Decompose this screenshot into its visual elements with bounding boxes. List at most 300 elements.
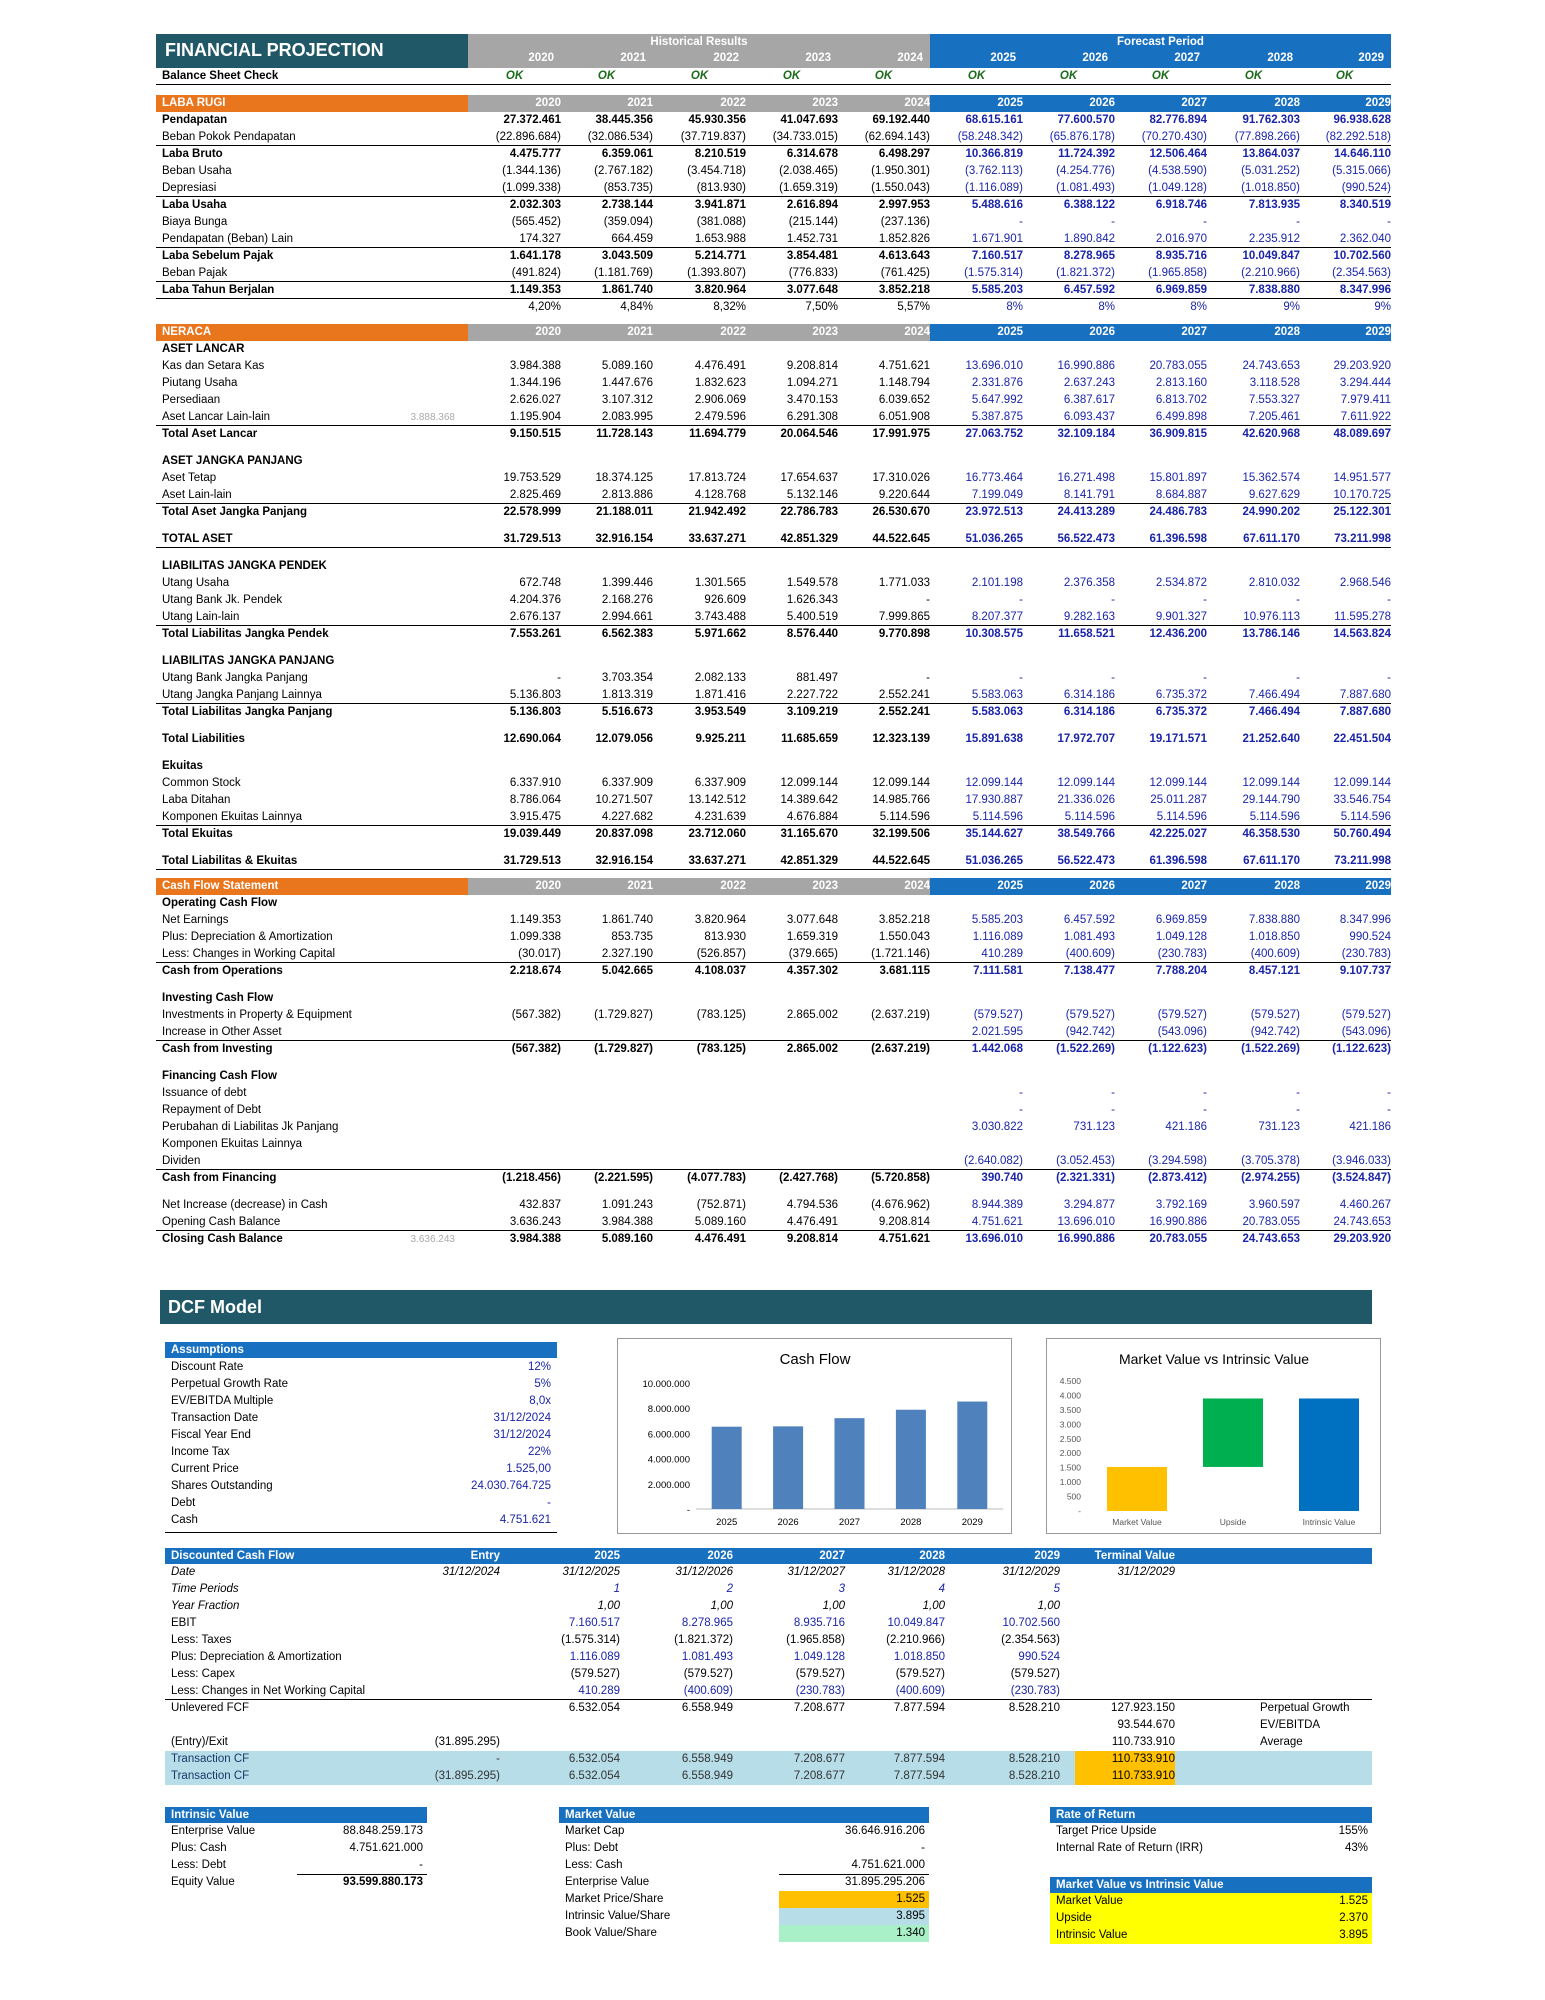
row-value: 11.724.392 <box>1058 148 1115 160</box>
panel-row <box>1050 1893 1372 1910</box>
assumption-value: 4.751.621 <box>499 1514 551 1526</box>
row-value: 1.091.243 <box>601 1199 653 1211</box>
row-value: 6.918.746 <box>1155 199 1207 211</box>
table-row <box>156 443 1391 453</box>
row-value: 5.214.771 <box>694 250 746 262</box>
row-label: Plus: Depreciation & Amortization <box>162 931 333 943</box>
row-value: (1.522.269) <box>1056 1043 1115 1055</box>
row-value: (2.640.082) <box>964 1155 1023 1167</box>
row-label: Operating Cash Flow <box>162 897 278 909</box>
assumption-row <box>165 1495 557 1512</box>
row-value: 8.278.965 <box>1063 250 1115 262</box>
row-value: 10.271.507 <box>595 794 653 806</box>
row-label: Depresiasi <box>162 182 217 194</box>
table-row <box>156 341 1391 358</box>
row-label: Cash from Investing <box>162 1043 273 1055</box>
header-year: 2025 <box>997 326 1023 338</box>
row-value: 6.039.652 <box>878 394 930 406</box>
table-row <box>156 392 1391 409</box>
y-tick-label: 2.000.000 <box>647 1479 690 1491</box>
row-value: 4.108.037 <box>694 965 746 977</box>
dcf-header-col: 2025 <box>594 1550 620 1562</box>
row-value: 12.436.200 <box>1149 628 1207 640</box>
dcf-row-label: (Entry)/Exit <box>171 1736 228 1748</box>
panel-label: Market Cap <box>565 1825 625 1837</box>
y-tick-label: 3.000 <box>1059 1419 1081 1430</box>
row-label: Issuance of debt <box>162 1087 247 1099</box>
row-value: 25.122.301 <box>1333 506 1391 518</box>
row-label: ASET JANGKA PANJANG <box>162 455 303 467</box>
row-value: 38.549.766 <box>1057 828 1115 840</box>
row-value: (2.210.966) <box>1241 267 1300 279</box>
row-label: Utang Jangka Panjang Lainnya <box>162 689 322 701</box>
row-value: 7.160.517 <box>971 250 1023 262</box>
row-label: Utang Usaha <box>162 577 230 589</box>
assumption-label: EV/EBITDA Multiple <box>171 1395 274 1407</box>
row-label: Cash from Financing <box>162 1172 277 1184</box>
dcf-value: 3 <box>838 1583 845 1595</box>
row-value: 9.925.211 <box>695 733 746 745</box>
dcf-value: (1.821.372) <box>674 1634 733 1646</box>
row-value: (3.705.378) <box>1241 1155 1300 1167</box>
row-value: 2.235.912 <box>1248 233 1300 245</box>
table-row <box>156 895 1391 912</box>
bar <box>712 1427 742 1509</box>
row-label: Total Ekuitas <box>162 828 233 840</box>
row-value: 46.358.530 <box>1242 828 1300 840</box>
row-value: 4.460.267 <box>1339 1199 1391 1211</box>
row-label: Total Aset Jangka Panjang <box>162 506 308 518</box>
dcf-row-label: Year Fraction <box>171 1600 240 1612</box>
row-value: - <box>1203 1104 1207 1116</box>
row-value: 17.991.975 <box>872 428 930 440</box>
dcf-value: 7.160.517 <box>568 1617 620 1629</box>
table-row <box>156 592 1391 609</box>
dcf-row <box>165 1632 1372 1649</box>
row-label: Utang Bank Jk. Pendek <box>162 594 283 606</box>
dcf-header-col: 2027 <box>819 1550 845 1562</box>
row-value: 8% <box>1098 301 1115 313</box>
row-value: 9.208.814 <box>786 1233 838 1245</box>
row-value: 5.114.596 <box>1340 811 1391 823</box>
table-row <box>156 1136 1391 1153</box>
row-value: 23.712.060 <box>688 828 746 840</box>
row-label: Aset Lain-lain <box>162 489 232 501</box>
panel-value: 4.751.621.000 <box>349 1842 423 1854</box>
row-value: 67.611.170 <box>1243 533 1300 545</box>
row-value: 12.099.144 <box>780 777 838 789</box>
row-value: 12.506.464 <box>1149 148 1207 160</box>
row-value: 6.337.909 <box>601 777 653 789</box>
assumption-row <box>165 1427 557 1444</box>
assumptions-header: Assumptions <box>165 1342 557 1358</box>
row-value: 7.466.494 <box>1248 706 1300 718</box>
market-vs-intrinsic-chart-svg <box>1047 1339 1382 1535</box>
header-year: 2020 <box>535 880 561 892</box>
panel-label: Market Price/Share <box>565 1893 664 1905</box>
panel-value: 155% <box>1338 1825 1368 1837</box>
row-value: (942.742) <box>1065 1026 1115 1038</box>
dcf-value: 8.528.210 <box>1008 1702 1060 1714</box>
table-row <box>156 299 1391 316</box>
row-value: 813.930 <box>704 931 746 943</box>
header-year: 2021 <box>627 97 653 109</box>
row-value: 2.032.303 <box>509 199 561 211</box>
dcf-value: 31/12/2029 <box>1117 1566 1175 1578</box>
panel-value: 1.525 <box>779 1891 929 1908</box>
assumption-label: Current Price <box>171 1463 239 1475</box>
row-label: Opening Cash Balance <box>162 1216 281 1228</box>
row-value: 14.563.824 <box>1333 628 1391 640</box>
assumption-row <box>165 1393 557 1410</box>
dcf-note: Average <box>1260 1736 1303 1748</box>
row-value: 2.813.886 <box>601 489 653 501</box>
panel-label: Upside <box>1056 1912 1092 1924</box>
row-value: - <box>1387 594 1391 606</box>
dcf-row-label: Transaction CF <box>171 1770 250 1782</box>
x-tick-label: 2026 <box>777 1517 799 1528</box>
bar <box>1107 1467 1167 1511</box>
row-value: (1.122.623) <box>1148 1043 1207 1055</box>
row-value: 24.413.289 <box>1057 506 1115 518</box>
dcf-row <box>165 1615 1372 1632</box>
header-year: 2029 <box>1365 880 1391 892</box>
table-row <box>156 1085 1391 1102</box>
row-value: (3.454.718) <box>687 165 746 177</box>
row-value: 8.347.996 <box>1339 914 1391 926</box>
row-label: Repayment of Debt <box>162 1104 262 1116</box>
row-value: 8.786.064 <box>509 794 561 806</box>
row-value: 7.138.477 <box>1063 965 1115 977</box>
row-label: LIABILITAS JANGKA PANJANG <box>162 655 335 667</box>
row-value: 73.211.998 <box>1334 533 1391 545</box>
row-value: - <box>1203 594 1207 606</box>
dcf-value: 8.278.965 <box>681 1617 733 1629</box>
row-value: 3.852.218 <box>878 914 930 926</box>
row-value: 44.522.645 <box>872 533 930 545</box>
row-value: 2.626.027 <box>509 394 561 406</box>
dcf-value: 1,00 <box>597 1600 620 1612</box>
row-label: Investments in Property & Equipment <box>162 1009 352 1021</box>
row-value: 42.225.027 <box>1149 828 1207 840</box>
panel-label: Book Value/Share <box>565 1927 657 1939</box>
row-value: 410.289 <box>981 948 1023 960</box>
table-row <box>156 792 1391 809</box>
row-value: 21.188.011 <box>596 506 653 518</box>
row-value: 5.114.596 <box>1156 811 1207 823</box>
row-value: - <box>1111 1104 1115 1116</box>
row-value: 20.783.055 <box>1149 360 1207 372</box>
row-value: 9.770.898 <box>878 628 930 640</box>
row-value: 9.901.327 <box>1155 611 1207 623</box>
row-value: 1.116.089 <box>972 931 1023 943</box>
row-value: 1.852.826 <box>878 233 930 245</box>
row-value: 3.820.964 <box>694 284 746 296</box>
table-row <box>156 758 1391 775</box>
row-label: Perubahan di Liabilitas Jk Panjang <box>162 1121 339 1133</box>
panel-label: Enterprise Value <box>565 1876 650 1888</box>
row-value: (37.719.837) <box>680 131 746 143</box>
dcf-row <box>165 1768 1372 1785</box>
intrinsic-value-panel <box>165 1807 427 1893</box>
dcf-row-label: Date <box>171 1566 196 1578</box>
row-value: (1.550.043) <box>871 182 930 194</box>
row-value: (567.382) <box>511 1043 561 1055</box>
row-value: 926.609 <box>704 594 746 606</box>
dcf-value: 7.877.594 <box>893 1702 945 1714</box>
title-year: 2029 <box>1358 52 1384 64</box>
row-value: 3.915.475 <box>509 811 561 823</box>
forecast-label: Forecast Period <box>1117 36 1204 48</box>
row-value: (65.876.178) <box>1049 131 1115 143</box>
row-value: (579.527) <box>1157 1009 1207 1021</box>
assumption-row <box>165 1359 557 1376</box>
row-value: 3.854.481 <box>786 250 838 262</box>
row-value: (5.031.252) <box>1241 165 1300 177</box>
row-value: - <box>1387 1087 1391 1099</box>
row-value: (1.049.128) <box>1148 182 1207 194</box>
dcf-value: 127.923.150 <box>1111 1702 1175 1714</box>
row-value: 4.231.639 <box>694 811 746 823</box>
row-value: 42.851.329 <box>780 533 838 545</box>
y-tick-label: 1.000 <box>1059 1477 1081 1488</box>
panel-row <box>1050 1927 1372 1944</box>
header-year: 2023 <box>812 326 838 338</box>
row-value: 12.099.144 <box>965 777 1023 789</box>
row-value: 24.743.653 <box>1333 1216 1391 1228</box>
row-value: 2.813.160 <box>1155 377 1207 389</box>
table-row <box>156 214 1391 231</box>
row-value: 21.336.026 <box>1057 794 1115 806</box>
row-value: 8.684.887 <box>1155 489 1207 501</box>
y-tick-label: - <box>1078 1506 1081 1516</box>
row-value: - <box>1203 672 1207 684</box>
table-row <box>156 282 1391 299</box>
row-value: - <box>1387 216 1391 228</box>
row-value: 8.944.389 <box>971 1199 1023 1211</box>
title-year: 2021 <box>620 52 646 64</box>
table-row <box>156 1068 1391 1085</box>
row-value: 33.637.271 <box>688 855 746 867</box>
row-value: 6.291.308 <box>786 411 838 423</box>
table-row <box>156 775 1391 792</box>
row-value: 3.792.169 <box>1155 1199 1207 1211</box>
row-value: 3.636.243 <box>509 1216 561 1228</box>
row-value: 1.861.740 <box>601 284 653 296</box>
header-year: 2025 <box>997 880 1023 892</box>
dcf-value: 6.558.949 <box>681 1753 733 1765</box>
table-row <box>156 197 1391 214</box>
panel-label: Intrinsic Value <box>1056 1929 1128 1941</box>
row-value: 5.089.160 <box>601 360 653 372</box>
row-value: (58.248.342) <box>957 131 1023 143</box>
dcf-row <box>165 1649 1372 1666</box>
table-row <box>156 1102 1391 1119</box>
dcf-row-label: Time Periods <box>171 1583 239 1595</box>
row-label: Closing Cash Balance <box>162 1233 283 1245</box>
row-value: 1.813.319 <box>601 689 653 701</box>
table-row <box>156 265 1391 282</box>
row-value: 17.310.026 <box>872 472 930 484</box>
row-value: 6.457.592 <box>1063 914 1115 926</box>
row-value: 1.148.794 <box>878 377 930 389</box>
row-label: Laba Tahun Berjalan <box>162 284 275 296</box>
panel-value: 93.599.880.173 <box>343 1876 423 1888</box>
row-label: Total Liabilitas Jangka Pendek <box>162 628 329 640</box>
row-value: 2.016.970 <box>1155 233 1207 245</box>
intrinsic-value-header: Intrinsic Value <box>165 1807 427 1823</box>
row-value: - <box>1111 216 1115 228</box>
row-value: 853.735 <box>611 931 653 943</box>
row-value: 2.994.661 <box>601 611 653 623</box>
y-tick-label: 8.000.000 <box>647 1404 690 1416</box>
market-value-header: Market Value <box>559 1807 929 1823</box>
row-value: 3.470.153 <box>786 394 838 406</box>
dcf-value: 1.116.089 <box>569 1651 620 1663</box>
row-value: 4.357.302 <box>786 965 838 977</box>
dcf-header-col: Terminal Value <box>1094 1550 1175 1562</box>
panel-row <box>165 1874 427 1891</box>
row-value: 7.466.494 <box>1248 689 1300 701</box>
dcf-value: 31/12/2025 <box>562 1566 620 1578</box>
row-value: 2.616.894 <box>786 199 838 211</box>
table-row <box>156 912 1391 929</box>
row-value: 4.794.536 <box>786 1199 838 1211</box>
row-value: (2.637.219) <box>871 1009 930 1021</box>
historical-label: Historical Results <box>650 36 748 48</box>
rate-of-return-panel <box>1050 1807 1372 1859</box>
row-value: 2.218.674 <box>509 965 561 977</box>
table-row <box>156 1024 1391 1041</box>
row-value: (1.721.146) <box>871 948 930 960</box>
dcf-row <box>165 1598 1372 1615</box>
row-value: 48.089.697 <box>1333 428 1391 440</box>
row-value: (3.946.033) <box>1332 1155 1391 1167</box>
table-row <box>156 980 1391 990</box>
panel-label: Internal Rate of Return (IRR) <box>1056 1842 1204 1854</box>
dcf-row-label: Transaction CF <box>171 1753 250 1765</box>
row-value: 4.613.643 <box>878 250 930 262</box>
row-value: 2.997.953 <box>878 199 930 211</box>
balance-check-value: OK <box>1335 70 1354 82</box>
assumption-value: 22% <box>527 1446 551 1458</box>
row-value: 14.951.577 <box>1333 472 1391 484</box>
row-value: 15.891.638 <box>965 733 1023 745</box>
row-value: (543.096) <box>1157 1026 1207 1038</box>
row-value: 6.457.592 <box>1063 284 1115 296</box>
balance-check-row <box>156 68 1391 85</box>
row-value: - <box>1019 1104 1023 1116</box>
dcf-header-col: 2028 <box>919 1550 945 1562</box>
row-value: 5.585.203 <box>971 284 1023 296</box>
panel-value: 1.525 <box>1339 1895 1368 1907</box>
row-value: - <box>1019 1087 1023 1099</box>
table-row <box>156 946 1391 963</box>
dcf-value: 410.289 <box>578 1685 620 1697</box>
y-tick-label: 6.000.000 <box>647 1429 690 1441</box>
row-value: 32.916.154 <box>595 533 653 545</box>
table-row <box>156 643 1391 653</box>
assumption-value: 12% <box>527 1361 551 1373</box>
row-value: 5.089.160 <box>601 1233 653 1245</box>
row-value: (526.857) <box>696 948 746 960</box>
table-row <box>156 704 1391 721</box>
dcf-value: 7.877.594 <box>893 1770 945 1782</box>
row-value: 10.702.560 <box>1333 250 1391 262</box>
panel-row <box>559 1823 929 1840</box>
table-row <box>156 929 1391 946</box>
table-row <box>156 963 1391 980</box>
row-value: 881.497 <box>796 672 838 684</box>
dcf-value: (400.609) <box>895 1685 945 1697</box>
y-tick-label: - <box>686 1505 690 1516</box>
row-value: - <box>1296 1087 1300 1099</box>
table-row <box>156 248 1391 265</box>
row-value: (1.081.493) <box>1056 182 1115 194</box>
table-row <box>156 1187 1391 1197</box>
panel-row <box>1050 1823 1372 1840</box>
panel-row <box>1050 1840 1372 1857</box>
row-value: 7.887.680 <box>1339 689 1391 701</box>
row-label: Persediaan <box>162 394 221 406</box>
row-value: 4.204.376 <box>509 594 561 606</box>
row-value: 9.107.737 <box>1339 965 1391 977</box>
row-value: 14.389.642 <box>780 794 838 806</box>
row-value: 6.314.186 <box>1063 706 1115 718</box>
row-value: - <box>926 672 930 684</box>
row-value: (2.873.412) <box>1148 1172 1207 1184</box>
row-value: 22.451.504 <box>1333 733 1391 745</box>
title-year: 2022 <box>713 52 739 64</box>
row-label: Common Stock <box>162 777 241 789</box>
row-value: 4,20% <box>528 301 561 313</box>
header-year: 2024 <box>904 880 930 892</box>
row-value: 19.753.529 <box>503 472 561 484</box>
row-value: 22.786.783 <box>780 506 838 518</box>
dcf-header-col: Entry <box>470 1550 500 1562</box>
row-value: 7.979.411 <box>1340 394 1391 406</box>
table-row <box>156 670 1391 687</box>
row-value: 24.743.653 <box>1242 360 1300 372</box>
dcf-value: - <box>496 1753 500 1765</box>
table-row <box>156 843 1391 853</box>
row-value: (565.452) <box>511 216 561 228</box>
row-value: (776.833) <box>788 267 838 279</box>
row-label: Beban Usaha <box>162 165 232 177</box>
dcf-value: 10.702.560 <box>1002 1617 1060 1629</box>
row-value: 1.832.623 <box>694 377 746 389</box>
row-value: 91.762.303 <box>1242 114 1300 126</box>
dcf-value: 7.208.677 <box>793 1753 845 1765</box>
dcf-value: 6.532.054 <box>568 1702 620 1714</box>
header-year: 2020 <box>535 97 561 109</box>
dcf-value: (579.527) <box>570 1668 620 1680</box>
table-row <box>156 487 1391 504</box>
row-value: 1.081.493 <box>1063 931 1115 943</box>
title-year: 2026 <box>1082 52 1108 64</box>
row-value: 10.308.575 <box>965 628 1023 640</box>
row-value: 6.735.372 <box>1155 689 1207 701</box>
row-value: (82.292.518) <box>1325 131 1391 143</box>
row-value: 3.294.877 <box>1063 1199 1115 1211</box>
row-value: - <box>1111 594 1115 606</box>
row-value: 50.760.494 <box>1333 828 1391 840</box>
balance-check-value: OK <box>597 70 616 82</box>
row-value: (77.898.266) <box>1234 131 1300 143</box>
panel-label: Equity Value <box>171 1876 235 1888</box>
row-value: (30.017) <box>518 948 561 960</box>
row-label: Pendapatan (Beban) Lain <box>162 233 294 245</box>
